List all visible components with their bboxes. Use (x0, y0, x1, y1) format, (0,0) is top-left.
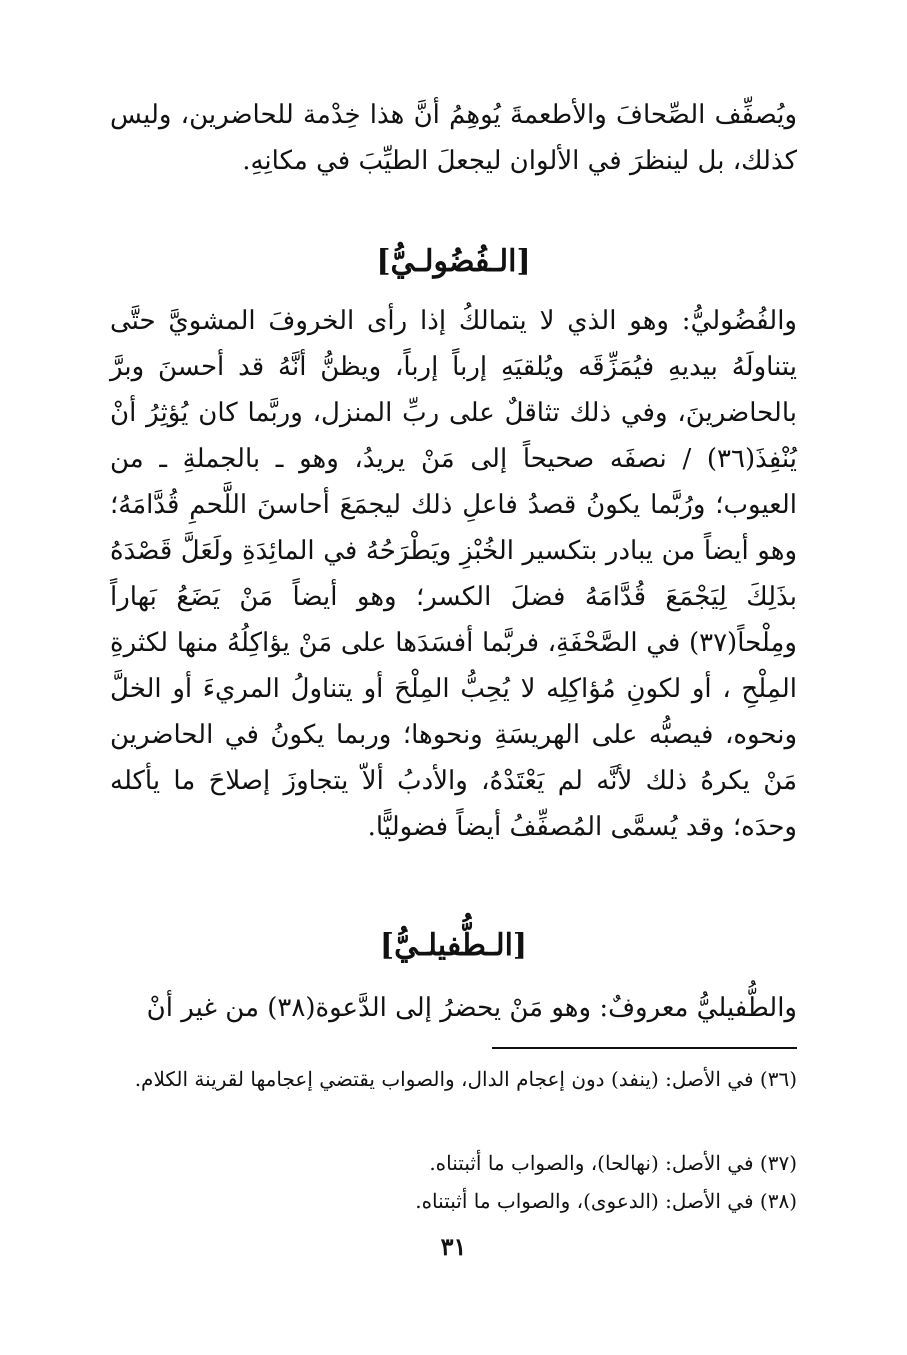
intro-paragraph: ويُصفِّف الصِّحافَ والأطعمةَ يُوهِمُ أنَّ هذا خِدْمة للحاضرين، وليس كذلك، بل لينظرَ في الألوان ليجعلَ الطيِّبَ في مكانِهِ. (110, 100, 797, 176)
section-heading-fudooli: [الـفُضُولـيُّ] (376, 244, 531, 279)
section-body-fudooli: والفُضُوليُّ: وهو الذي لا يتمالكُ إذا رأى الخروفَ المشويَّ حتَّى يتناولَهُ بيديهِ فيُمَزِّقَه ويُلقيَهِ إرباً إرباً، ويظنُّ أنَّهُ قد أحسنَ وبرَّ بالحاضرينَ، وفي ذلك تثاقلٌ على ربِّ المنزل، وربَّما كان يُؤثِرُ أنْ يُنْفِذَ(٣٦) / نصفَه صحيحاً إلى مَنْ يريدُ، وهو ـ بالجملةِ ـ من العيوب؛ ورُبَّما يكونُ قصدُ فاعلِ ذلك ليجمَعَ أحاسنَ اللَّحمِ قُدَّامَهُ؛ وهو أيضاً من يبادر بتكسير الخُبْزِ ويَطْرَحُهُ في المائِدَةِ ولَعَلَّ قَصْدَهُ بذَلِكَ لِيَجْمَعَ قُدَّامَهُ فضلَ الكسر؛ وهو أيضاً مَنْ يَضَعُ بَهاراً ومِلْحاً(٣٧) في الصَّحْفَةِ، فربَّما أفسَدَها على مَنْ يؤاكِلُهُ منها لكثرةِ المِلْحِ ، أو لكونِ مُؤاكِلِه لا يُحِبُّ المِلْحَ أو يتناولُ المريءَ أو الخلَّ ونحوه، فيصبُّه على الهريسَةِ ونحوها؛ وربما يكونُ في الحاضرين مَنْ يكرهُ ذلك لأنَّه لم يَعْتَدْهُ، والأدبُ ألاّ يتجاوزَ إصلاحَ ما يأكله وحدَه؛ وقد يُسمَّى المُصفِّفُ أيضاً فضوليًّا. (110, 306, 797, 842)
footnote-divider (492, 1047, 797, 1049)
section-body-tufaili: والطُّفيليُّ معروفٌ: وهو مَنْ يحضرُ إلى الدَّعوة(٣٨) من غير أنْ (146, 993, 797, 1023)
footnote-36: (٣٦) في الأصل: (ينفد) دون إعجام الدال، والصواب يقتضي إعجامها لقرينة الكلام. (134, 1067, 797, 1091)
page-number: ٣١ (440, 1232, 467, 1261)
footnote-37: (٣٧) في الأصل: (نهالحا)، والصواب ما أثبتناه. (429, 1151, 797, 1175)
section-heading-tufaili: [الـطُّفيلـيُّ] (379, 928, 528, 963)
footnote-38: (٣٨) في الأصل: (الدعوى)، والصواب ما أثبتناه. (415, 1189, 797, 1213)
